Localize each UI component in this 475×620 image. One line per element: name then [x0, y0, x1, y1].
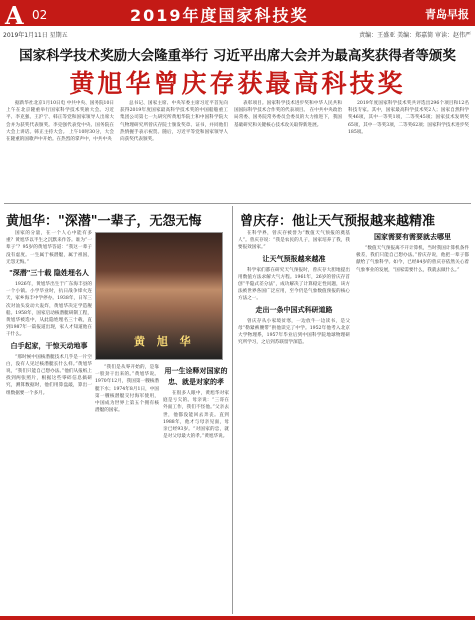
huang-photo-caption: 黄 旭 华 [134, 335, 195, 348]
main-subheadline: 国家科学技术奖励大会隆重举行 习近平出席大会并为最高奖获得者等颁奖 [19, 48, 456, 64]
page-letter: A [5, 1, 24, 30]
huang-column-1: 国家的分量，在一个人心中能有多重？黄旭华以半生之沉默来作答。谁为“一辈子”？95岁的黄旭华答道：“我这一辈子没有虚度。一生属于核潜艇，属于祖国，无怨无悔。” "深潜"三十载 隐姓埋名人 1926年，黄旭华出生于广东海丰县的一个小镇。小学毕业时，抗日战争烽火连天，家乡海丰中学停办。1938年，日军三次对汕头发动大轰炸，黄旭华决定学造舰船。1958年，国家启动核潜艇研制工程，黄旭华被选中，从此隐姓埋名三十载，直到1987年一篇报道出现，家人才知道他在干什么。 白手起家，干惊天动地事 “那时候中国核潜艇技术几乎是一片空白，没有人见过核潜艇长什么样。”黄旭华说，“我们只能自己想办法。”他们从报纸上找到两张照片，根据这些零碎信息搞研究，测算数据时，他们用算盘敲，算出一组数据要一个多月。 [6, 231, 92, 396]
info-line [0, 27, 475, 39]
zeng-column-1: 在科学界，曾庆存被誉为“数值天气预报的奠基人”。曾庆存说：“我是农民的儿子，国家培养了我，我要报效国家。” 让天气预报越来越准 科学家们都在研究天气预报时，曾庆存大胆地提出用数值方法求解大气方程。1961年，26岁的曾庆存首创“半隐式差分法”，成功解决了计算稳定性问题，该方法被世界各国广泛应用，至今仍是气象数值预报的核心方法之一。 走出一条中国式科研道路 曾庆存从小家境贫寒，一边放牛一边读书，是父母“勒紧裤腰带”供他读完了中学。1952年他考入北京大学物理系，1957年毕业后到中国科学院地球物理研究所学习，之后到苏联留学深造。 [238, 231, 350, 346]
huang-subheading-1: "深潜"三十载 隐姓埋名人 [9, 269, 89, 278]
zeng-subheading-2: 走出一条中国式科研道路 [255, 305, 333, 314]
lead-column-2: 总书记、国家主席、中央军委主席习近平首先向获得2019年度国家最高科学技术奖的中国船舶重工集团公司第七一九研究所黄旭华院士和中国科学院大气物理研究所曾庆存院士颁发奖章、证书，并同他们热情握手表示祝贺。随后，习近平等党和国家领导人向获奖代表颁奖。 [120, 101, 228, 143]
zeng-subheading-3: 国家需要有需要就去哪里 [374, 233, 451, 241]
issue-date: 2019年1月11日 星期五 [3, 32, 68, 39]
column-divider [232, 206, 233, 614]
newspaper-logo: 青岛早报 [425, 8, 469, 21]
section-divider [4, 203, 471, 204]
huang-column-2: “我们是从零开始的，是靠一股劲干出来的。”黄旭华说。1970年12月，我国第一艘核潜艇下水；1974年8月1日，中国第一艘核潜艇交付海军使用，中国成为世界上第五个拥有核潜艇的国家。 [95, 365, 159, 414]
zeng-article-title: 曾庆存：他让天气预报越来越精准 [240, 214, 436, 229]
huang-column-3: 用一生诠释对国家的忠、就是对家的孝 在很多人眼中，黄旭华对家庭是亏欠的。母亲说：“三哥在外面工作，我们不怪他。”父亲去世，他都没能回去奔丧。直到1988年，他才与母亲见面，母亲已经93岁。“对国家的忠，就是对父母最大的孝。”黄旭华说。 [163, 367, 229, 440]
huang-portrait-image [95, 232, 223, 360]
huang-subheading-2: 白手起家，干惊天动地事 [10, 341, 88, 350]
page-number: 02 [32, 8, 48, 22]
section-banner: 2019年度国家科技奖 [130, 6, 309, 25]
zeng-column-2: 国家需要有需要就去哪里 “数值天气预报离不开计算机，当时我国计算机条件极差，我们只能自己想办法。”曾庆存说，他把一辈子都献给了气象科学。如今，已经84岁的曾庆存依然关心着气象事业的发展，“国家需要什么，我就去做什么。” [356, 233, 469, 273]
lead-column-4: 2019年度国家科学技术奖共评选出296个项目和12名科技专家。其中，国家最高科学技术奖2人；国家自然科学奖46项，其中一等奖1项，二等奖45项；国家技术发明奖65项，其中一等奖3项，二等奖62项；国家科学技术进步奖185项。 [348, 101, 469, 135]
lead-column-3: 表彰项目。国家科学技术进步奖和中华人民共和国国际科学技术合作奖的代表项目。 在中共中央政治局常委、国务院常务委员会委员的大力推进下，我国基础研究和关键核心技术攻关取得新进展。 [234, 101, 342, 128]
main-headline: 黄旭华曾庆存获最高科技奖 [69, 69, 406, 98]
editors-credit: 责编：王盛亚 美编：郑嘉简 审读：赵伟严 [359, 32, 471, 39]
huang-subheading-3: 用一生诠释对国家的忠、就是对家的孝 [164, 367, 228, 386]
bottom-rule [0, 616, 475, 620]
huang-article-title: 黄旭华："深潜"一辈子，无怨无悔 [6, 214, 202, 229]
lead-column-1: 据新华社北京1月10日电 中共中央、国务院10日上午在北京隆重举行国家科学技术奖励大会。习近平、李克强、王沪宁、韩正等党和国家领导人出席大会并为获奖代表颁奖。李克强代表党中央、国务院在大会上讲话。韩正主持大会。 上午10时30分，大会在隆重的国歌声中开始。在热烈的掌声中，中共中央 [6, 101, 114, 143]
page-header-bar [0, 0, 475, 30]
zeng-subheading-1: 让天气预报越来越准 [262, 254, 326, 263]
